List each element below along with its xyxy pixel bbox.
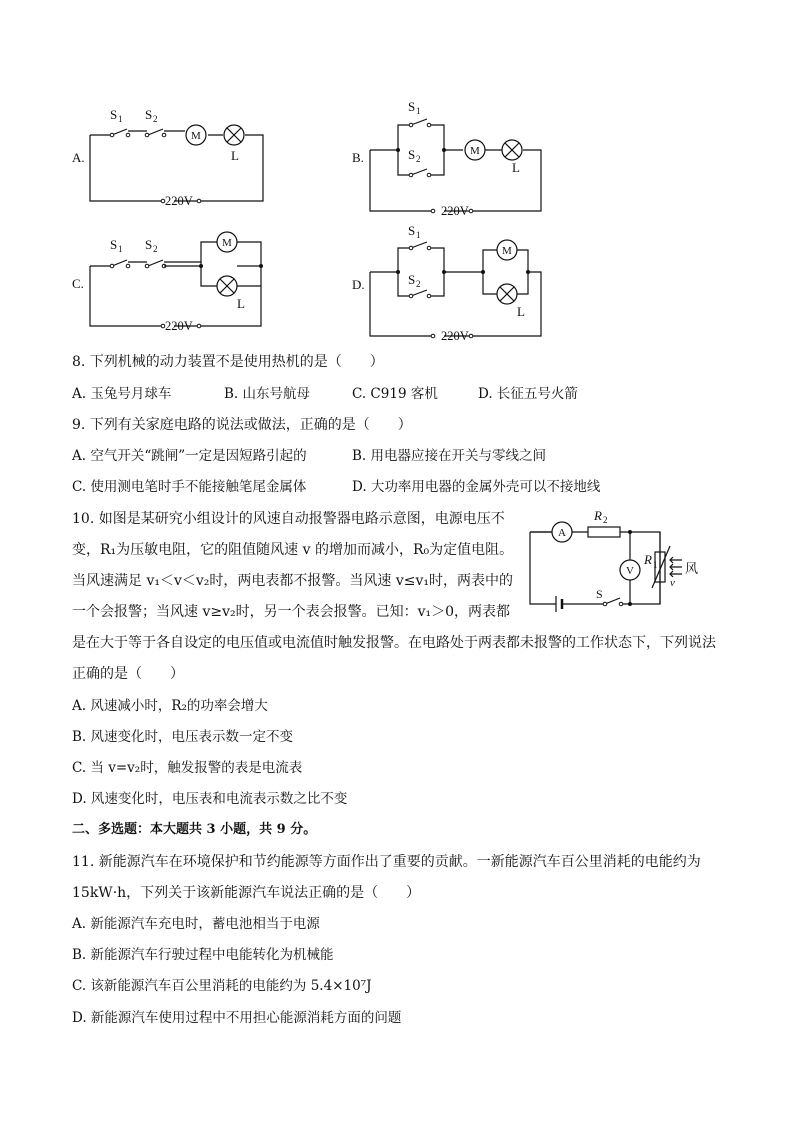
circuit-b-diagram (345, 95, 555, 220)
wind-speed-label: v (670, 577, 675, 589)
q10-line-4: 一个会报警；当风速 v≥v₂时，另一个表会报警。已知：v₁＞0，两表都 (72, 604, 511, 620)
circuit-c-diagram (65, 222, 275, 342)
q8-option-a[interactable]: A. 玉兔号月球车 (72, 386, 172, 402)
voltage-label: 220V (165, 194, 193, 208)
q11-option-b[interactable]: B. 新能源汽车行驶过程中电能转化为机械能 (72, 947, 334, 963)
svg-text:S: S (408, 147, 416, 162)
svg-text:L: L (517, 304, 525, 319)
q10-option-d[interactable]: D. 风速变化时，电压表和电流表示数之比不变 (72, 791, 348, 807)
svg-text:S: S (145, 237, 153, 252)
svg-text:2: 2 (416, 279, 421, 289)
q10-option-c[interactable]: C. 当 v=v₂时，触发报警的表是电流表 (72, 760, 303, 776)
circuit-b-label: B. (352, 150, 364, 165)
circuit-c-label: C. (72, 276, 84, 291)
q11-option-d[interactable]: D. 新能源汽车使用过程中不用担心能源消耗方面的问题 (72, 1010, 402, 1026)
svg-text:2: 2 (153, 114, 158, 124)
svg-text:2: 2 (416, 154, 421, 164)
svg-text:1: 1 (653, 560, 658, 570)
svg-text:1: 1 (416, 106, 421, 116)
lamp-label: L (231, 148, 239, 163)
q8-stem: 8. 下列机械的动力装置不是使用热机的是（ ） (72, 354, 384, 370)
q10-option-a[interactable]: A. 风速减小时，R₂的功率会增大 (72, 698, 268, 714)
svg-text:M: M (502, 245, 512, 257)
circuit-a-diagram (65, 95, 275, 215)
svg-text:S: S (408, 272, 416, 287)
circuit-d-diagram (345, 222, 555, 347)
q9-option-c[interactable]: C. 使用测电笔时手不能接触笔尾金属体 (72, 479, 307, 495)
svg-text:1: 1 (416, 230, 421, 240)
q11-line-2: 15kW·h，下列关于该新能源汽车说法正确的是（ ） (72, 885, 421, 901)
q10-line-1: 10. 如图是某研究小组设计的风速自动报警器电路示意图，电源电压不 (72, 511, 505, 527)
svg-text:S: S (408, 223, 416, 238)
s1-label: S (110, 107, 118, 122)
s2-label: S (145, 107, 153, 122)
q10-line-5: 是在大于等于各自设定的电压值或电流值时触发报警。在电路处于两表都未报警的工作状态下，下列说法 (72, 635, 716, 651)
q9-option-d[interactable]: D. 大功率用电器的金属外壳可以不接地线 (352, 479, 601, 495)
switch-label: S (596, 587, 603, 601)
motor-label: M (191, 130, 201, 142)
svg-text:2: 2 (603, 515, 608, 525)
q10-line-3: 当风速满足 v₁＜v＜v₂时，两电表都不报警。当风速 v≤v₁时，两表中的 (72, 573, 514, 589)
svg-text:S: S (408, 99, 416, 114)
svg-text:2: 2 (153, 244, 158, 254)
svg-text:M: M (470, 145, 480, 157)
ammeter-label: A (558, 527, 566, 539)
q11-line-1: 11. 新能源汽车在环境保护和节约能源等方面作出了重要的贡献。一新能源汽车百公里消耗的电能约为 (72, 854, 701, 870)
q11-option-c[interactable]: C. 该新能源汽车百公里消耗的电能约为 5.4×10⁷J (72, 978, 372, 994)
r1-label: R (644, 552, 652, 567)
circuit-d-label: D. (352, 277, 365, 292)
svg-text:220V: 220V (441, 329, 469, 343)
q9-option-a[interactable]: A. 空气开关“跳闸”一定是因短路引起的 (72, 448, 307, 464)
svg-text:1: 1 (118, 244, 123, 254)
q8-option-c[interactable]: C. C919 客机 (352, 386, 438, 402)
svg-text:L: L (237, 296, 245, 311)
section-heading: 二、多选题：本大题共 3 小题，共 9 分。 (72, 822, 317, 837)
q10-line-6: 正确的是（ ） (72, 666, 184, 682)
svg-text:S: S (110, 237, 118, 252)
svg-text:M: M (222, 237, 232, 249)
q11-option-a[interactable]: A. 新能源汽车充电时，蓄电池相当于电源 (72, 916, 320, 932)
svg-text:220V: 220V (441, 204, 469, 218)
svg-text:1: 1 (118, 114, 123, 124)
circuit-a-label: A. (72, 150, 85, 165)
q8-option-b[interactable]: B. 山东号航母 (224, 386, 311, 402)
q9-stem: 9. 下列有关家庭电路的说法或做法，正确的是（ ） (72, 417, 412, 433)
wind-label: 风 (685, 561, 699, 576)
svg-text:L: L (512, 160, 520, 175)
r2-label: R (594, 508, 602, 523)
svg-text:220V: 220V (165, 319, 193, 333)
q8-option-d[interactable]: D. 长征五号火箭 (478, 386, 578, 402)
q10-option-b[interactable]: B. 风速变化时，电压表示数一定不变 (72, 729, 294, 745)
q10-line-2: 变，R₁为压敏电阻，它的阻值随风速 v 的增加而减小，R₀为定值电阻。 (72, 542, 514, 558)
q9-option-b[interactable]: B. 用电器应接在开关与零线之间 (352, 448, 547, 464)
voltmeter-label: V (626, 565, 634, 577)
wind-alarm-circuit-diagram (520, 502, 730, 617)
